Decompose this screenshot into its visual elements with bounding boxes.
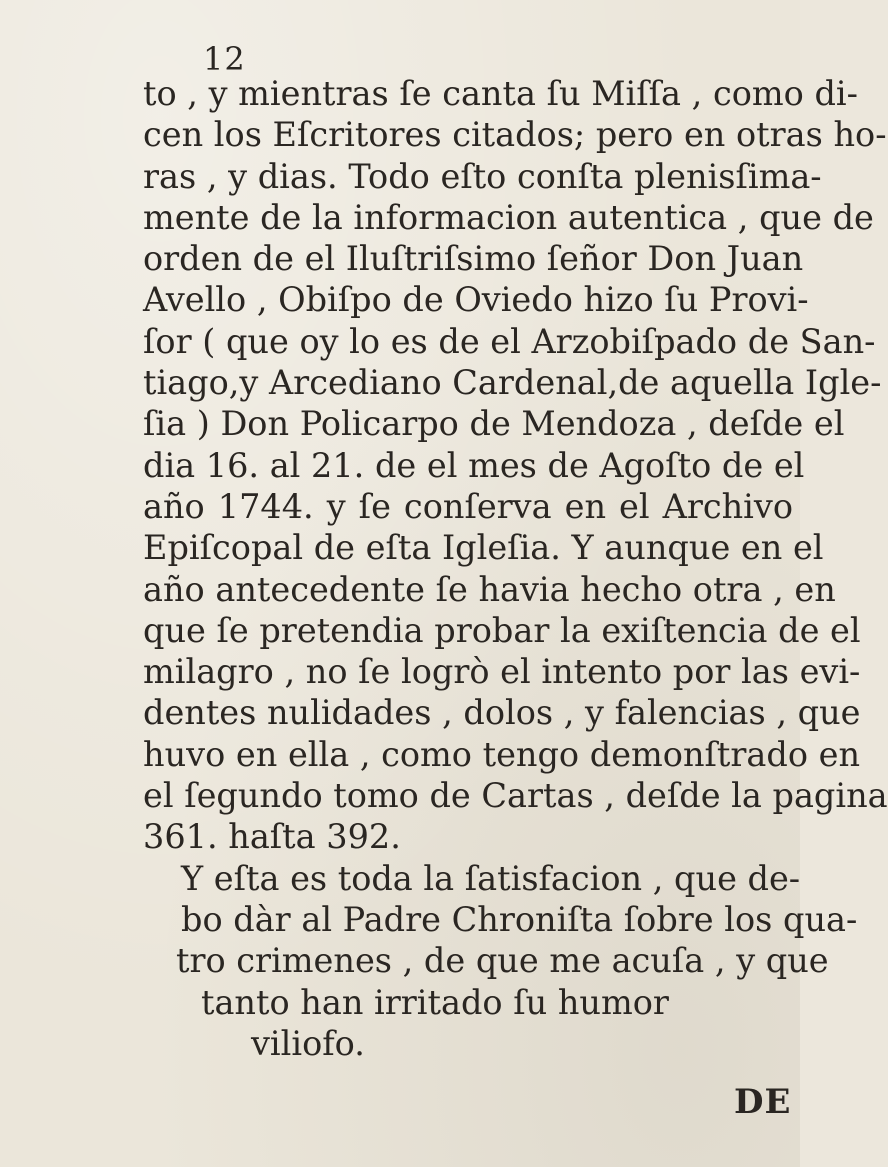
text-line: Epiſcopal de eſta Igleſia. Y aunque en el bbox=[143, 528, 824, 568]
paragraph-line: viliofo. bbox=[251, 1023, 365, 1063]
paragraph-line: bo dàr al Padre Chroniſta ſobre los qua- bbox=[181, 899, 858, 939]
text-line: huvo en ella , como tengo demonſtrado en bbox=[143, 734, 861, 774]
catchword: DE bbox=[734, 1082, 792, 1122]
text-line: to , y mientras ſe canta ſu Miſſa , como di- bbox=[143, 74, 858, 113]
text-line: mente de la informacion autentica , que de bbox=[143, 197, 874, 237]
text-line: ſia ) Don Policarpo de Mendoza , deſde el bbox=[143, 404, 845, 444]
text-line: milagro , no ſe logrò el intento por las evi- bbox=[143, 652, 861, 692]
text-line: cen los Eſcritores citados; pero en otras ho- bbox=[143, 115, 887, 155]
paragraph-line: tro crimenes , de que me acuſa , y que bbox=[176, 941, 829, 981]
text-line: ſor ( que oy lo es de el Arzobiſpado de San- bbox=[143, 321, 876, 361]
text-line: dia 16. al 21. de el mes de Agoſto de el bbox=[143, 445, 805, 485]
text-line: que ſe pretendia probar la exiſtencia de el bbox=[143, 610, 861, 650]
paragraph-line: tanto han irritado ſu humor bbox=[201, 982, 669, 1022]
text-line: Avello , Obiſpo de Oviedo hizo ſu Provi- bbox=[143, 280, 809, 320]
page-number: 12 bbox=[203, 40, 246, 78]
text-line: año antecedente ſe havia hecho otra , en bbox=[143, 569, 836, 609]
paragraph-line: Y eſta es toda la ſatisfacion , que de- bbox=[181, 858, 801, 898]
text-line: orden de el Iluſtriſsimo ſeñor Don Juan bbox=[143, 239, 804, 279]
text-line: tiago,y Arcediano Cardenal,de aquella Igle- bbox=[143, 363, 882, 403]
body-text bbox=[143, 73, 888, 1064]
text-line: ras , y dias. Todo eſto conſta plenisſima- bbox=[143, 156, 822, 196]
text-line: el ſegundo tomo de Cartas , deſde la pagina bbox=[143, 776, 888, 816]
text-line: 361. haſta 392. bbox=[143, 817, 401, 857]
text-line: dentes nulidades , dolos , y falencias , que bbox=[143, 693, 861, 733]
text-line: año 1744. y ſe conſerva en el Archivo bbox=[143, 486, 793, 526]
